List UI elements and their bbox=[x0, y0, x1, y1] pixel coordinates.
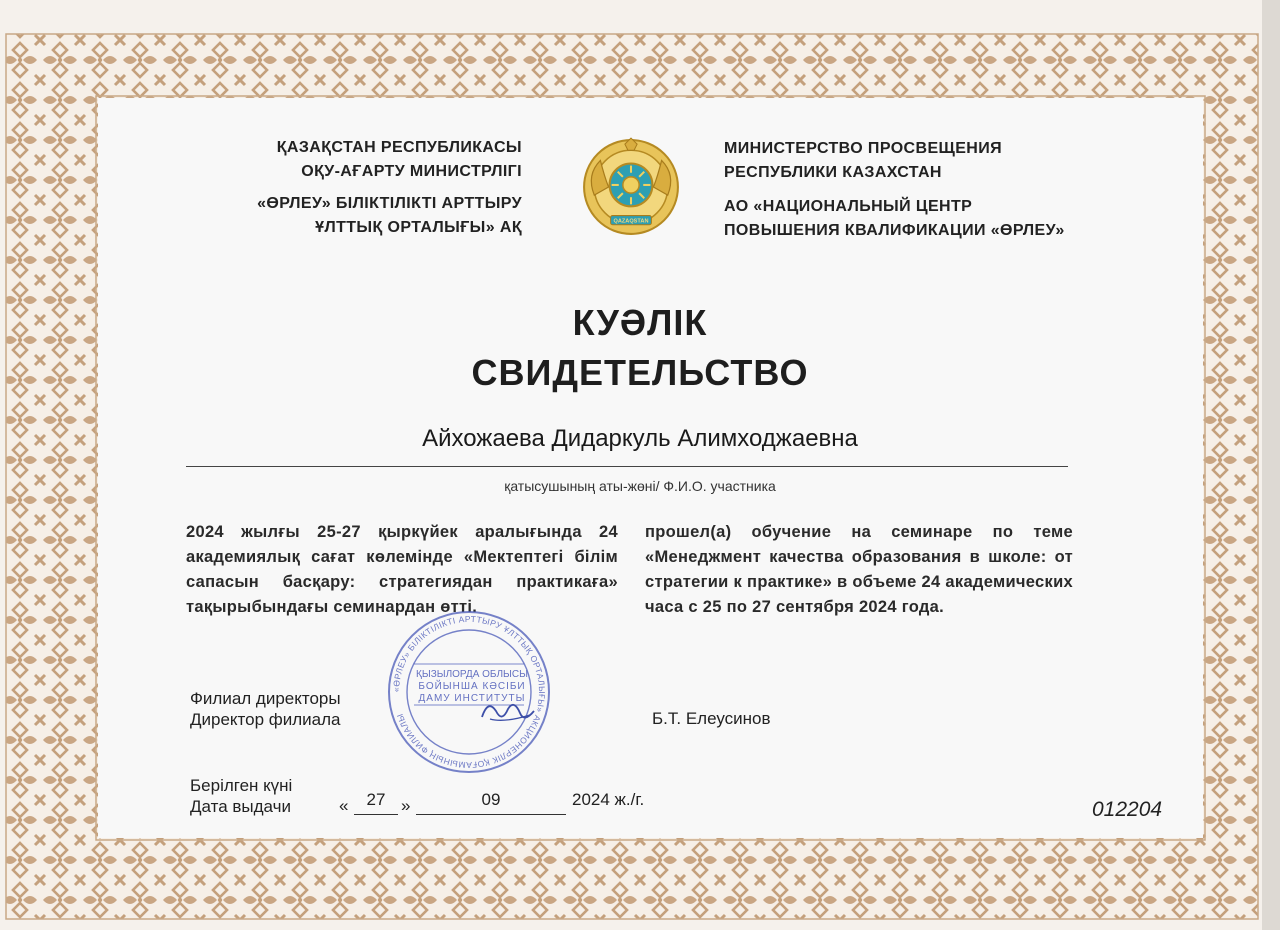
header-left-line-1: ҚАЗАҚСТАН РЕСПУБЛИКАСЫ bbox=[276, 139, 522, 156]
header-left-line-3: «ӨРЛЕУ» БІЛІКТІЛІКТІ АРТТЫРУ bbox=[257, 195, 522, 212]
stamp-line-2: БОЙЫНША КӘСІБИ bbox=[418, 681, 526, 692]
header-left-ministry bbox=[277, 136, 522, 184]
state-emblem-icon bbox=[580, 136, 682, 238]
header-right-line-3: АО «НАЦИОНАЛЬНЫЙ ЦЕНТР bbox=[724, 198, 973, 215]
header-left-line-2: ОҚУ-АҒАРТУ МИНИСТРЛІГІ bbox=[301, 163, 522, 180]
day-underline bbox=[354, 814, 398, 815]
name-underline bbox=[186, 466, 1068, 467]
participant-name: Айхожаева Дидаркуль Алимходжаевна bbox=[422, 425, 858, 452]
issue-year: 2024 ж./г. bbox=[572, 790, 645, 809]
title-kz: КУӘЛІК bbox=[572, 302, 708, 343]
header-right-line-2: РЕСПУБЛИКИ КАЗАХСТАН bbox=[724, 164, 942, 181]
date-open-quote: « bbox=[339, 796, 349, 815]
header-right-line-1: МИНИСТЕРСТВО ПРОСВЕЩЕНИЯ bbox=[724, 140, 1003, 157]
director-label-ru: Директор филиала bbox=[190, 710, 341, 729]
stamp-line-1: ҚЫЗЫЛОРДА ОБЛЫСЫ bbox=[416, 669, 528, 680]
header-right-line-4: ПОВЫШЕНИЯ КВАЛИФИКАЦИИ «ӨРЛЕУ» bbox=[724, 222, 1065, 239]
header-right-organization bbox=[724, 195, 1065, 243]
header-left-line-4: ҰЛТТЫҚ ОРТАЛЫҒЫ» АҚ bbox=[315, 219, 522, 236]
issue-month: 09 bbox=[481, 790, 501, 809]
issue-day: 27 bbox=[366, 790, 386, 809]
stamp-line-3: ДАМУ ИНСТИТУТЫ bbox=[418, 693, 526, 704]
signer-name: Б.Т. Елеусинов bbox=[652, 709, 771, 728]
header-right-ministry bbox=[724, 137, 1002, 185]
body-text-ru: прошел(а) обучение на семинаре по теме «Менеджмент качества образования в школе: от стратегии к практике» в объеме 24 академических часа с 25 по 27 сентября 2024 года. bbox=[645, 523, 1073, 616]
round-stamp-icon bbox=[384, 607, 554, 777]
date-close-quote: » bbox=[401, 796, 411, 815]
stamp-ring-text: «ӨРЛЕУ» БІЛІКТІЛІКТІ АРТТЫРУ ҰЛТТЫҚ ОРТАЛЫҒЫ» АКЦИОНЕРЛІК ҚОҒАМЫНЫҢ ФИЛИАЛЫ bbox=[390, 613, 548, 771]
header-left-organization bbox=[257, 192, 522, 240]
participant-caption: қатысушының аты-жөні/ Ф.И.О. участника bbox=[504, 478, 776, 494]
month-underline bbox=[416, 814, 566, 815]
issue-date-label bbox=[190, 775, 292, 817]
issue-date-label-kz: Берілген күні bbox=[190, 776, 293, 795]
svg-text:QAZAQSTAN: QAZAQSTAN bbox=[613, 218, 649, 225]
director-label-kz: Филиал директоры bbox=[190, 689, 341, 708]
issue-date-label-ru: Дата выдачи bbox=[190, 797, 291, 816]
director-label bbox=[190, 688, 341, 730]
serial-number: 012204 bbox=[1092, 798, 1163, 821]
scan-edge bbox=[1262, 0, 1280, 930]
title-ru: СВИДЕТЕЛЬСТВО bbox=[471, 352, 809, 393]
body-text-kz: 2024 жылғы 25-27 қыркүйек аралығында 24 академиялық сағат көлемінде «Мектептегі білім сапасын басқару: стратегиядан практикаға» тақырыбындағы семинардан өтті. bbox=[186, 523, 618, 616]
